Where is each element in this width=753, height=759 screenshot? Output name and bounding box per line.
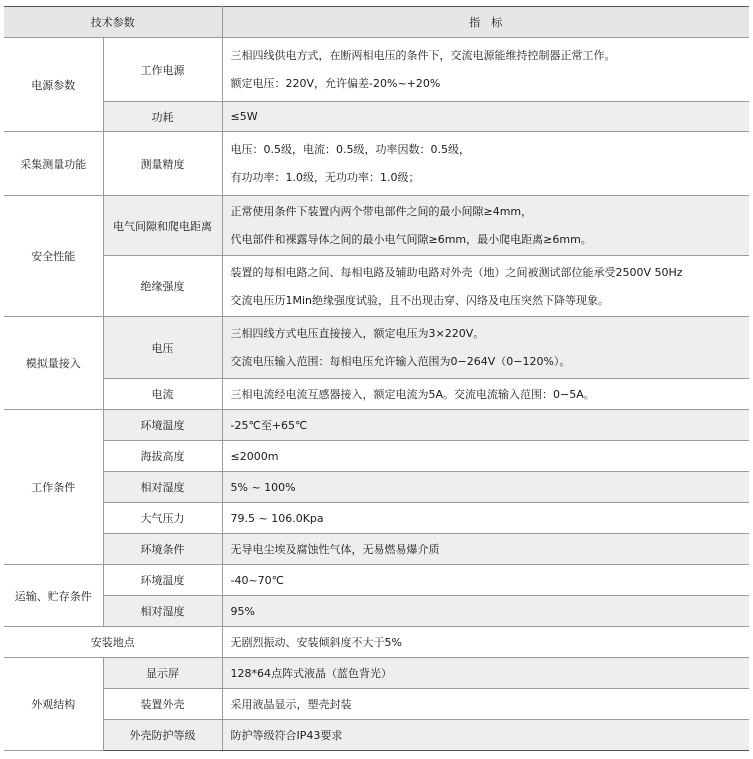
value-line: -25℃至+65℃ bbox=[230, 418, 308, 432]
table-row bbox=[4, 38, 749, 102]
table-row bbox=[4, 534, 749, 565]
value-line: 5% ~ 100% bbox=[230, 480, 296, 494]
value-line: -40~70℃ bbox=[230, 573, 285, 587]
value-line: 正常使用条件下装置内两个带电部件之间的最小间隙≥4mm， bbox=[230, 205, 533, 218]
item-cell: 相对湿度 bbox=[103, 472, 222, 503]
value-cell bbox=[222, 38, 749, 102]
item-cell: 装置外壳 bbox=[103, 689, 222, 720]
header-row bbox=[4, 7, 749, 38]
table-row bbox=[4, 565, 749, 596]
value-cell bbox=[222, 472, 749, 503]
table-row bbox=[4, 379, 749, 410]
item-cell: 大气压力 bbox=[103, 503, 222, 534]
value-line: 128*64点阵式液晶（蓝色背光） bbox=[230, 666, 392, 680]
item-cell: 电压 bbox=[103, 317, 222, 379]
item-cell: 电流 bbox=[103, 379, 222, 410]
table-row bbox=[4, 596, 749, 627]
item-cell: 海拔高度 bbox=[103, 441, 222, 472]
value-cell bbox=[222, 196, 749, 256]
value-cell bbox=[222, 689, 749, 720]
spec-table bbox=[4, 6, 749, 751]
value-cell bbox=[222, 596, 749, 627]
value-cell bbox=[222, 132, 749, 196]
table-row bbox=[4, 503, 749, 534]
item-cell: 测量精度 bbox=[103, 132, 222, 196]
table-row bbox=[4, 720, 749, 751]
value-cell bbox=[222, 441, 749, 472]
value-line: 电压：0.5级，电流：0.5级，功率因数：0.5级， bbox=[230, 143, 470, 156]
value-line: 79.5 ~ 106.0Kpa bbox=[230, 511, 324, 525]
category-cell: 电源参数 bbox=[4, 38, 103, 132]
category-cell: 外观结构 bbox=[4, 658, 103, 751]
value-line: 三相电流经电流互感器接入，额定电流为5A。交流电流输入范围：0−5A。 bbox=[230, 387, 595, 401]
table-row bbox=[4, 317, 749, 379]
table-row bbox=[4, 627, 749, 658]
value-line: 交流电压历1Min绝缘强度试验，且不出现击穿、闪络及电压突然下降等现象。 bbox=[230, 293, 610, 307]
header-spec: 指 标 bbox=[222, 7, 749, 38]
category-cell: 安装地点 bbox=[4, 627, 222, 658]
table-row bbox=[4, 410, 749, 441]
value-line: 代电部件和裸露导体之间的最小电气间隙≥6mm，最小爬电距离≥6mm。 bbox=[230, 233, 592, 246]
category-cell: 采集测量功能 bbox=[4, 132, 103, 196]
value-cell bbox=[222, 627, 749, 658]
table-row bbox=[4, 472, 749, 503]
item-cell: 相对湿度 bbox=[103, 596, 222, 627]
item-cell: 功耗 bbox=[103, 102, 222, 132]
value-line: 三相四线方式电压直接接入，额定电压为3×220V。 bbox=[230, 327, 485, 340]
item-cell: 环境温度 bbox=[103, 565, 222, 596]
table-row bbox=[4, 132, 749, 196]
item-cell: 环境条件 bbox=[103, 534, 222, 565]
category-cell: 运输、贮存条件 bbox=[4, 565, 103, 627]
table-row bbox=[4, 689, 749, 720]
value-line: 额定电压：220V，允许偏差-20%~+20% bbox=[230, 77, 441, 90]
table-row bbox=[4, 256, 749, 317]
value-line: 装置的每相电路之间、每相电路及辅助电路对外壳（地）之间被测试部位能承受2500V 50Hz bbox=[230, 265, 683, 279]
value-line: 防护等级符合IP43要求 bbox=[230, 728, 343, 742]
value-cell bbox=[222, 256, 749, 317]
table-row bbox=[4, 102, 749, 132]
item-cell: 电气间隙和爬电距离 bbox=[103, 196, 222, 256]
item-cell: 工作电源 bbox=[103, 38, 222, 102]
item-cell: 环境温度 bbox=[103, 410, 222, 441]
category-cell: 模拟量接入 bbox=[4, 317, 103, 410]
item-cell: 绝缘强度 bbox=[103, 256, 222, 317]
value-line: 无剧烈振动、安装倾斜度不大于5% bbox=[230, 635, 402, 649]
value-cell bbox=[222, 317, 749, 379]
value-line: 95% bbox=[230, 604, 255, 618]
table-row bbox=[4, 196, 749, 256]
value-line: 交流电压输入范围：每相电压允许输入范围为0−264V（0−120%）。 bbox=[230, 355, 571, 368]
value-cell bbox=[222, 102, 749, 132]
value-cell bbox=[222, 503, 749, 534]
table-row bbox=[4, 441, 749, 472]
value-line: 有功功率：1.0级，无功功率：1.0级； bbox=[230, 171, 420, 184]
category-cell: 工作条件 bbox=[4, 410, 103, 565]
value-line: ≤2000m bbox=[230, 449, 279, 463]
table-body bbox=[4, 38, 749, 751]
value-line: 三相四线供电方式，在断两相电压的条件下，交流电源能维持控制器正常工作。 bbox=[230, 49, 616, 62]
header-param: 技术参数 bbox=[4, 7, 222, 38]
value-line: ≤5W bbox=[230, 110, 258, 123]
table-row bbox=[4, 658, 749, 689]
value-cell bbox=[222, 410, 749, 441]
value-cell bbox=[222, 720, 749, 751]
value-cell bbox=[222, 379, 749, 410]
item-cell: 显示屏 bbox=[103, 658, 222, 689]
value-cell bbox=[222, 534, 749, 565]
value-line: 无导电尘埃及腐蚀性气体，无易燃易爆介质 bbox=[230, 542, 440, 556]
value-cell bbox=[222, 565, 749, 596]
item-cell: 外壳防护等级 bbox=[103, 720, 222, 751]
category-cell: 安全性能 bbox=[4, 196, 103, 317]
value-line: 采用液晶显示，塑壳封装 bbox=[230, 697, 352, 711]
value-cell bbox=[222, 658, 749, 689]
